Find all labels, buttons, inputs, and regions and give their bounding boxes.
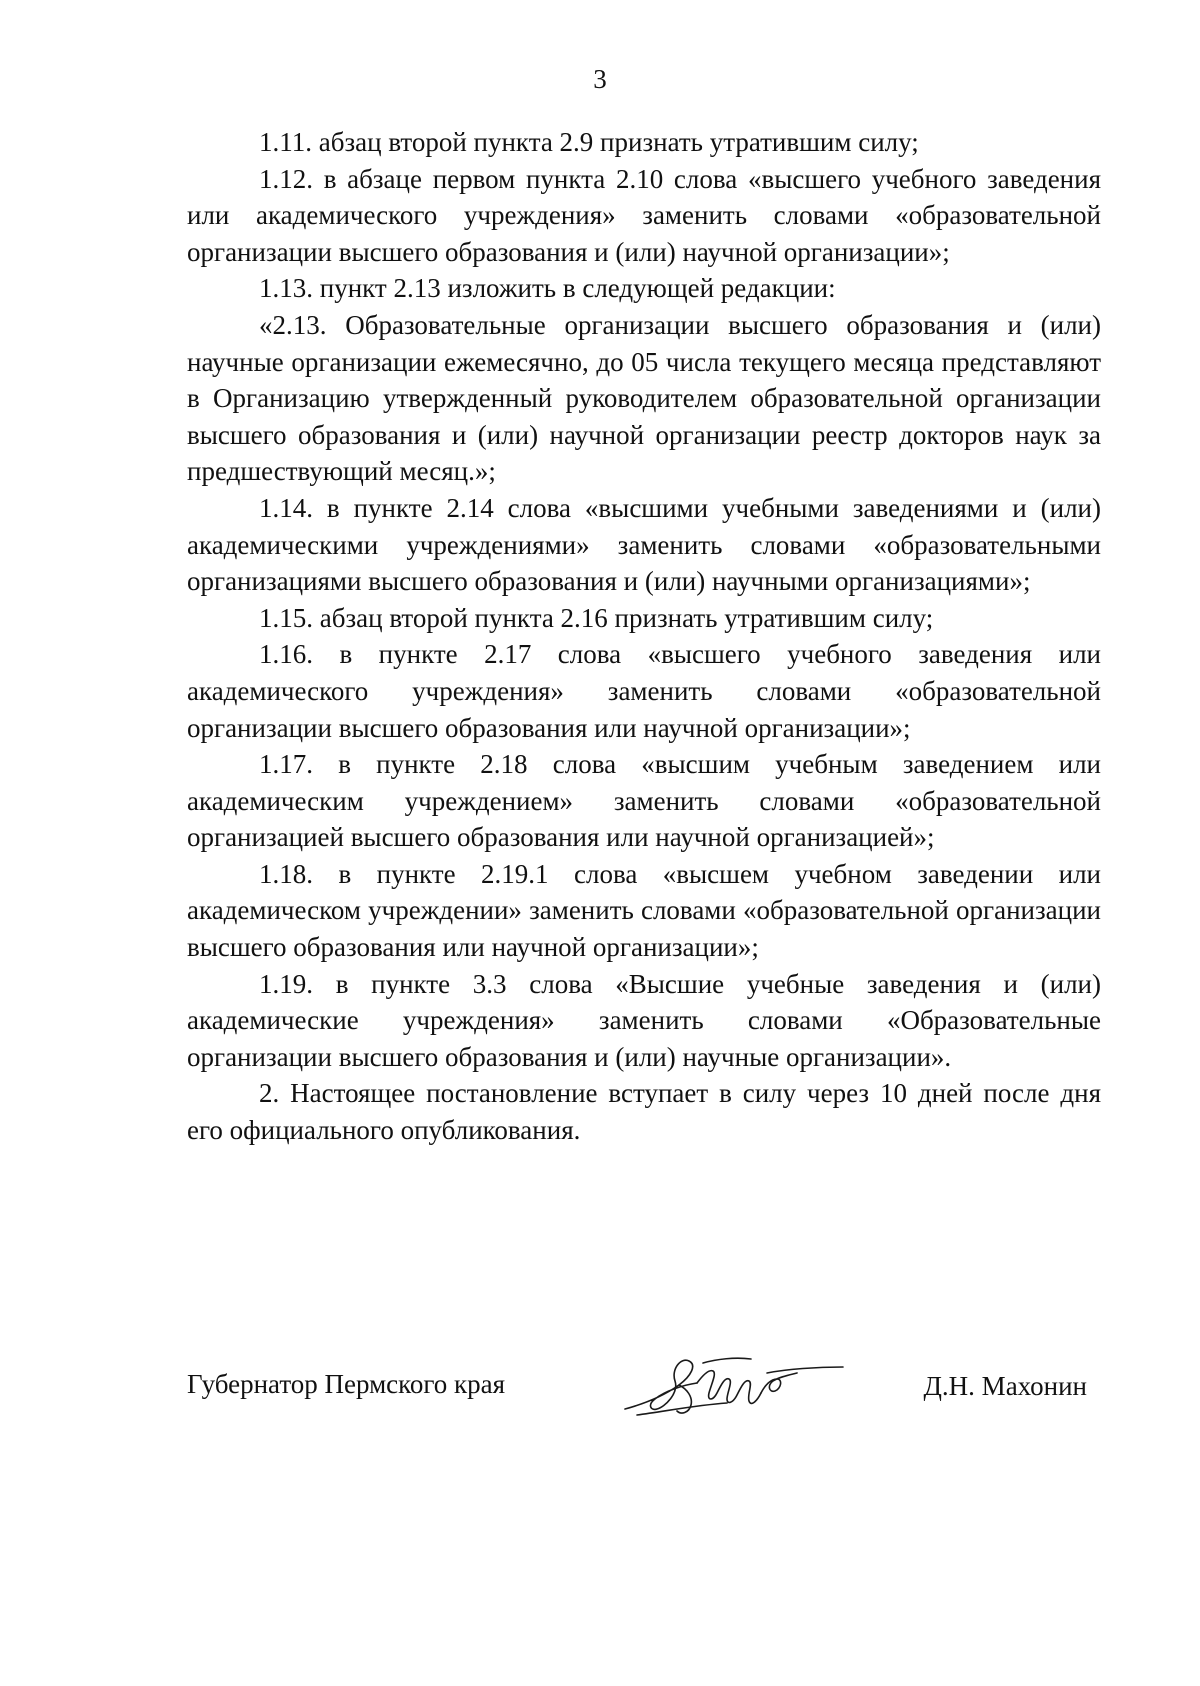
signatory-name: Д.Н. Махонин [923, 1371, 1087, 1401]
document-body [187, 124, 1101, 1149]
paragraph-1-12: 1.12. в абзаце первом пункта 2.10 слова «высшего учебного заведения или академического учреждения» заменить словами «образовательной организации высшего образования и (или) научной организации»; [187, 163, 1101, 267]
handwritten-signature-icon [617, 1345, 847, 1425]
paragraph-1-13: 1.13. пункт 2.13 изложить в следующей редакции: [259, 273, 836, 304]
paragraph-1-14: 1.14. в пункте 2.14 слова «высшими учебными заведениями и (или) академическими учреждениями» заменить словами «образовательными организациями высшего образования и (или) научными организациями»; [187, 492, 1101, 597]
page-number: 3 [593, 64, 607, 94]
paragraph-1-17: 1.17. в пункте 2.18 слова «высшим учебным заведением или академическим учреждением» заменить словами «образовательной организацией высшего образования или научной организацией»; [187, 749, 1101, 853]
signature-block [187, 1345, 1101, 1435]
paragraph-1-15: 1.15. абзац второй пункта 2.16 признать утратившим силу; [259, 602, 934, 633]
paragraph-1-16: 1.16. в пункте 2.17 слова «высшего учебного заведения или академического учреждения» заменить словами «образовательной организации высшего образования или научной организации»; [187, 639, 1101, 743]
paragraph-1-18: 1.18. в пункте 2.19.1 слова «высшем учебном заведении или академическом учреждении» заменить словами «образовательной организации высшего образования или научной организации»; [187, 858, 1101, 963]
paragraph-2-13-new-wording: «2.13. Образовательные организации высшего образования и (или) научные организации ежемесячно, до 05 числа текущего месяца представляют в Организацию утвержденный руководителем образовательной организации высшего образования и (или) научной организации реестр докторов наук за предшествующий месяц.»; [187, 309, 1101, 487]
paragraph-2-effective-date: 2. Настоящее постановление вступает в силу через 10 дней после дня его официального опубликования. [187, 1078, 1101, 1146]
paragraph-1-19: 1.19. в пункте 3.3 слова «Высшие учебные заведения и (или) академические учреждения» заменить словами «Образовательные организации высшего образования и (или) научные организации». [187, 968, 1101, 1072]
signatory-position: Губернатор Пермского края [187, 1369, 506, 1399]
paragraph-1-11: 1.11. абзац второй пункта 2.9 признать утратившим силу; [259, 127, 919, 157]
